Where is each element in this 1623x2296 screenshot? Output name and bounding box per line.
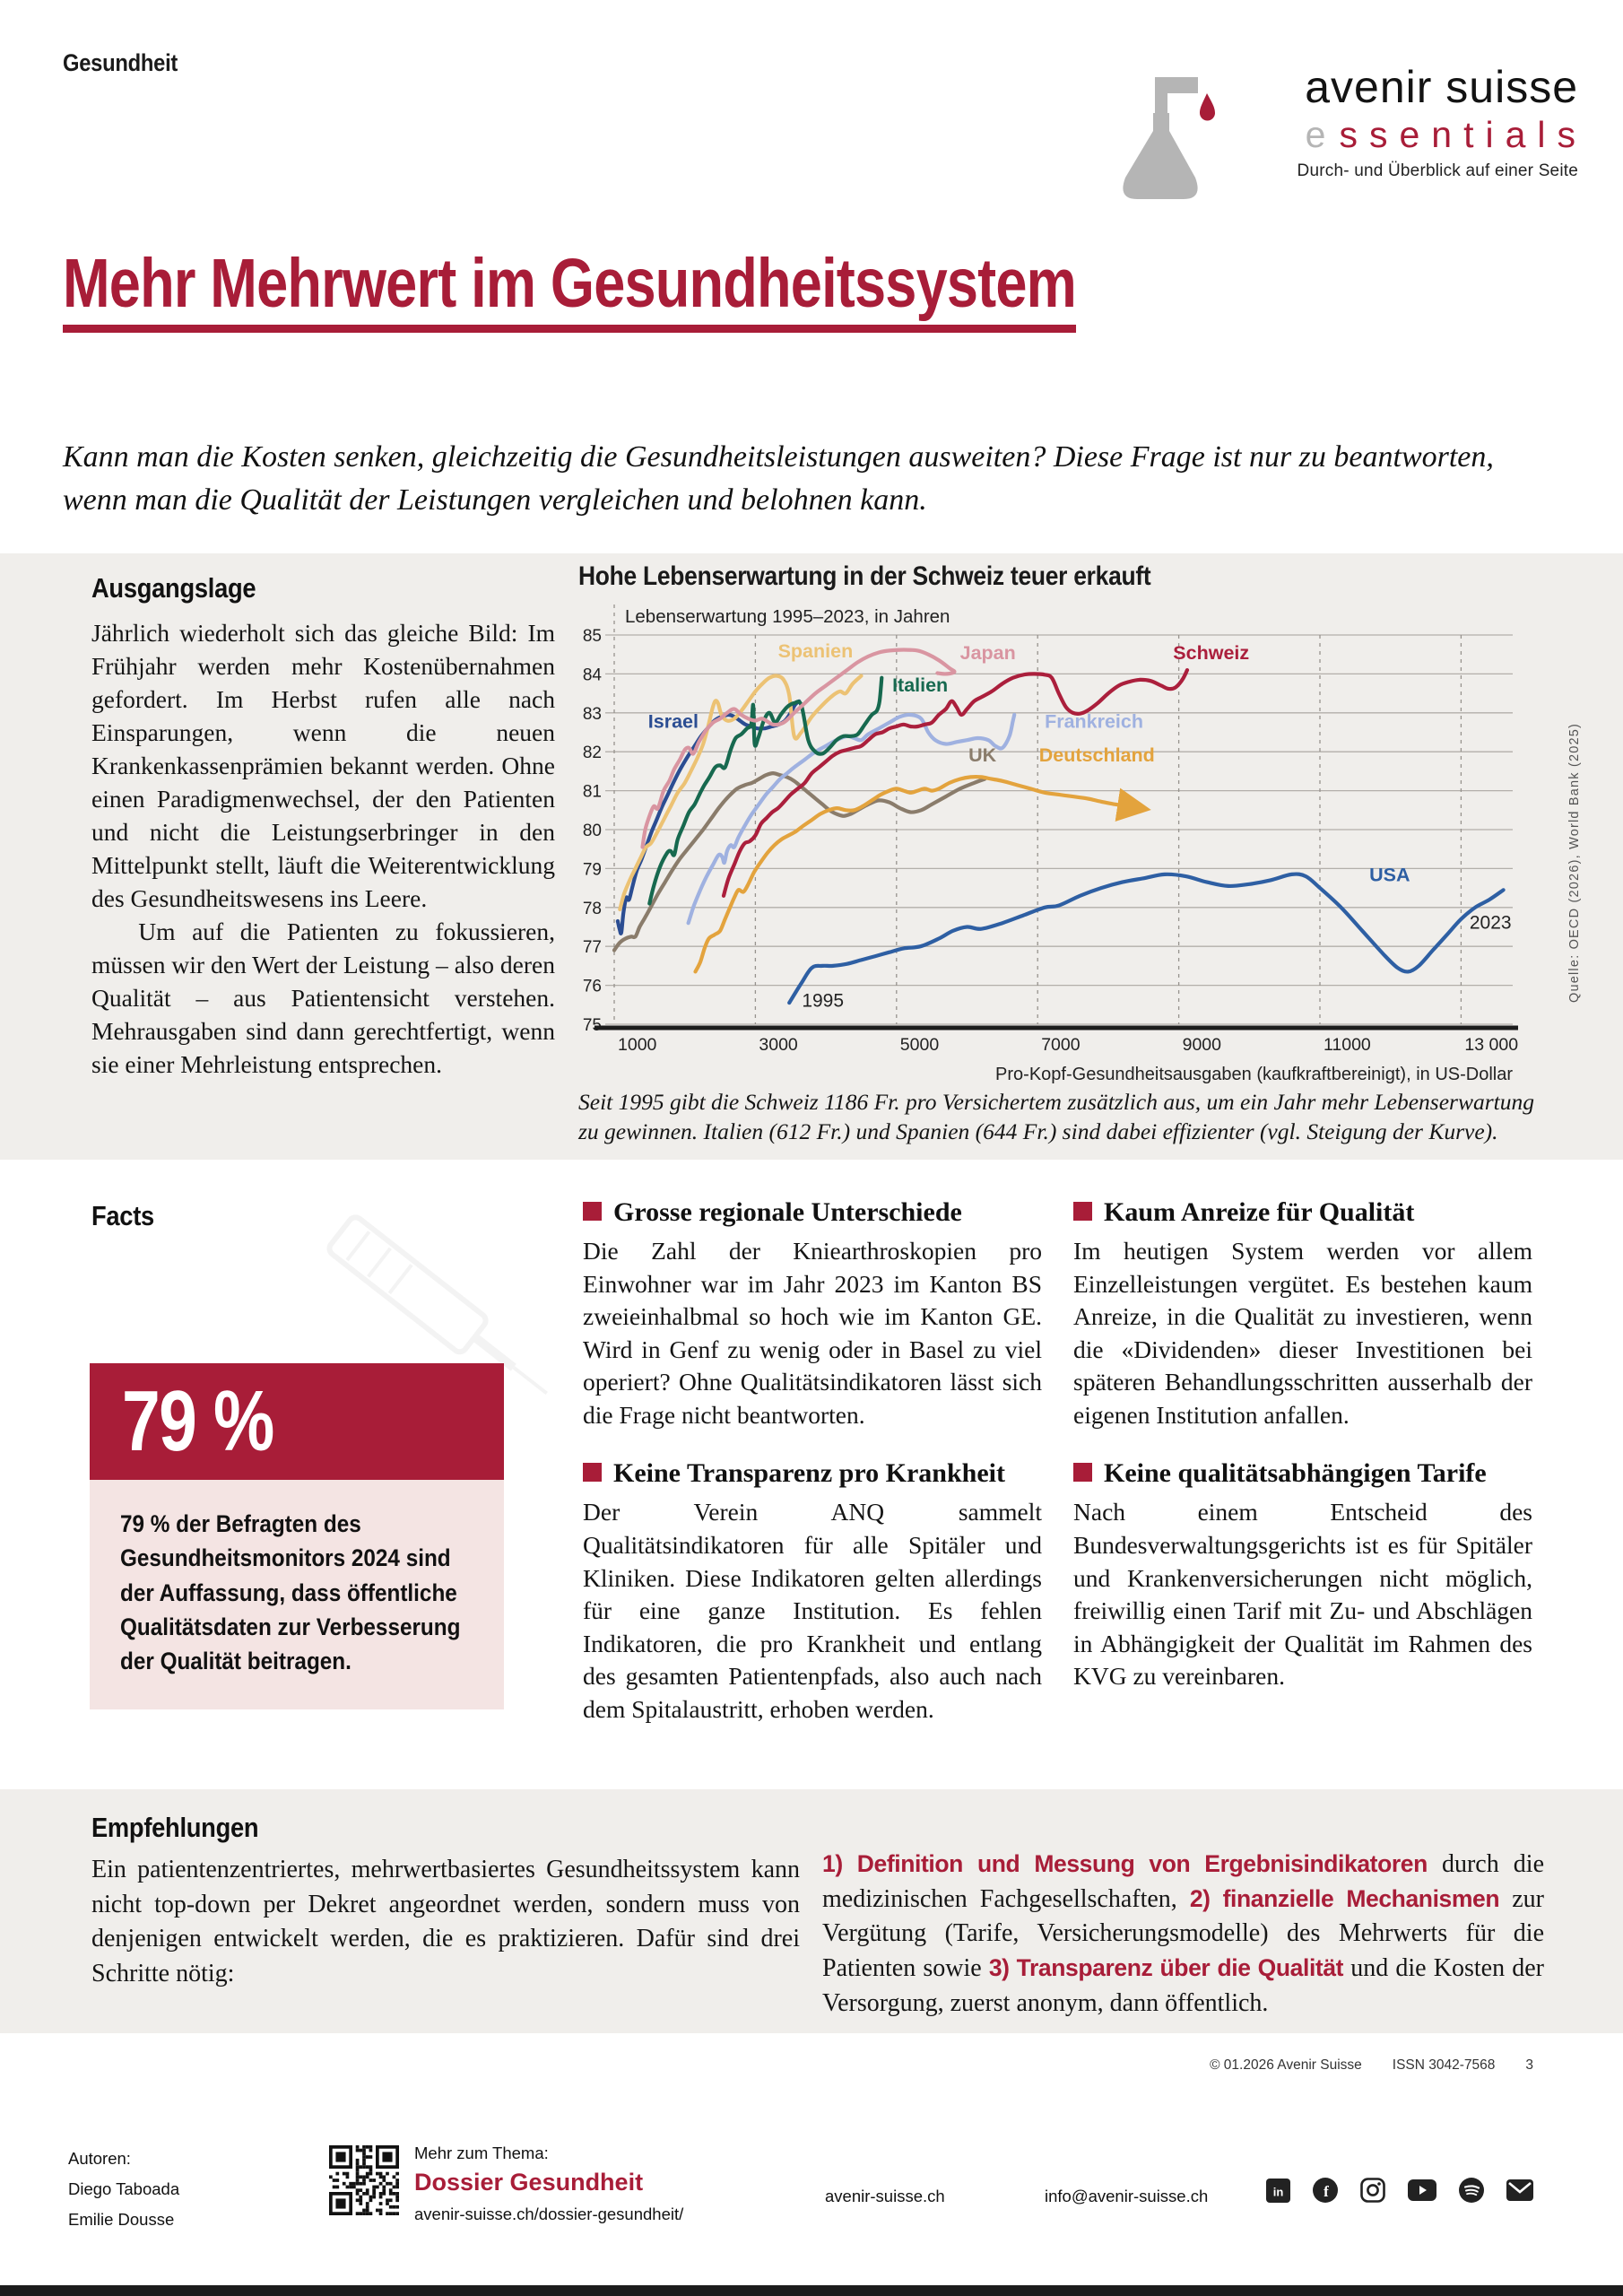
fact-title: Grosse regionale Unterschiede <box>583 1197 1042 1228</box>
stat-description: 79 % der Befragten des Gesundheitsmonitors 2024 sind der Auffassung, dass öffentliche Qualitätsdaten zur Verbesserung der Qualität beitragen. <box>120 1510 461 1675</box>
svg-text:f: f <box>1324 2183 1329 2200</box>
ausgangslage-paragraph: Um auf die Patienten zu fokussieren, müssen wir den Wert der Leistung – also deren Qualität – aus Patientensicht verstehen. Mehrausgaben sind dann gerechtfertigt, wenn sie einer Mehrleistung entsprechen. <box>91 917 555 1078</box>
mehr-zum-thema-block <box>414 2144 683 2224</box>
stat-description-box <box>90 1480 504 1709</box>
bottom-rule <box>0 2285 1623 2296</box>
dossier-link[interactable]: Dossier Gesundheit <box>414 2169 644 2196</box>
email-icon[interactable] <box>1506 2179 1533 2201</box>
page-subtitle: Kann man die Kosten senken, gleichzeitig die Gesundheitsleistungen ausweiten? Diese Frage ist nur zu beantworten, wenn man die Qualität der Leistungen vergleichen und belohnen kann. <box>63 440 1494 517</box>
svg-text:78: 78 <box>582 899 602 918</box>
fact-title: Kaum Anreize für Qualität <box>1073 1197 1532 1228</box>
facebook-icon[interactable] <box>1313 2178 1338 2203</box>
fact-item <box>583 1197 1042 1431</box>
svg-text:1000: 1000 <box>618 1035 657 1055</box>
stat-value-banner <box>90 1363 504 1480</box>
email-link[interactable]: info@avenir-suisse.ch <box>1045 2187 1209 2205</box>
step-text: durch die medizinischen Fachgesellschaften, <box>822 1850 1544 1913</box>
svg-text:77: 77 <box>582 938 602 958</box>
social-icons <box>1266 2178 1533 2203</box>
fact-text: Die Zahl der Kniearthroskopien pro Einwohner war im Jahr 2023 im Kanton BS zweieinhalbmal so hoch wie im Kanton GE. Wird in Genf zu wenig oder in Basel zu viel operiert? Ohne Qualitätsindikatoren lässt sich die Frage nicht beantworten. <box>583 1237 1042 1429</box>
stat-block <box>90 1363 504 1709</box>
series-label-italien: Italien <box>892 674 949 696</box>
red-square-bullet <box>583 1463 602 1482</box>
series-uk <box>614 773 985 950</box>
section-ausgangslage <box>91 572 555 1082</box>
ausgangslage-heading: Ausgangslage <box>91 572 256 604</box>
series-label-spanien: Spanien <box>777 640 854 663</box>
copyright: © 01.2026 Avenir Suisse <box>1210 2057 1362 2073</box>
authors-label: Autoren: <box>68 2149 131 2168</box>
svg-text:11000: 11000 <box>1324 1035 1371 1055</box>
svg-text:84: 84 <box>582 665 602 685</box>
svg-text:80: 80 <box>582 822 602 840</box>
issn: ISSN 3042-7568 <box>1392 2057 1496 2073</box>
svg-text:83: 83 <box>582 704 602 724</box>
series-israel <box>618 701 799 934</box>
fact-text: Im heutigen System werden vor allem Einzelleistungen vergütet. Es bestehen kaum Anreize, in die Qualität zu investieren, wenn die «Dividenden» dieser Investitionen bei späteren Behandlungsschritten ausserhalb der eigenen Institution anfallen. <box>1073 1237 1532 1429</box>
series-label-japan: Japan <box>959 641 1016 664</box>
red-square-bullet <box>1073 1202 1092 1221</box>
step-highlight: 3) Transparenz über die Qualität <box>988 1953 1344 1981</box>
stat-value: 79 % <box>122 1373 273 1469</box>
chart-caption: Seit 1995 gibt die Schweiz 1186 Fr. pro Versichertem zusätzlich aus, um ein Jahr mehr Lebenserwartung zu gewinnen. Italien (612 Fr.) und Spanien (644 Fr.) sind dabei effizienter (vgl. Steigung der Kurve). <box>578 1089 1534 1145</box>
imprint-line <box>1210 2057 1533 2074</box>
fact-title: Keine Transparenz pro Krankheit <box>583 1458 1042 1489</box>
svg-text:9000: 9000 <box>1182 1035 1221 1055</box>
svg-text:Pro-Kopf-Gesundheitsausgaben (: Pro-Kopf-Gesundheitsausgaben (kaufkraftbereinigt), in US-Dollar <box>995 1065 1513 1084</box>
year-annotation: 2023 <box>1469 912 1512 934</box>
mehr-label: Mehr zum Thema: <box>414 2144 549 2162</box>
svg-text:3000: 3000 <box>759 1035 798 1055</box>
logo-tagline: Durch- und Überblick auf einer Seite <box>1297 161 1578 180</box>
flask-icon <box>1110 66 1245 210</box>
spotify-icon[interactable] <box>1459 2178 1484 2203</box>
linkedin-icon[interactable] <box>1266 2179 1290 2203</box>
svg-text:in: in <box>1272 2185 1284 2198</box>
svg-text:76: 76 <box>582 977 602 996</box>
ausgangslage-paragraph: Jährlich wiederholt sich das gleiche Bild: Im Frühjahr werden mehr Kostenübernahmen gefordert. Im Herbst rufen alle nach Einsparungen, wenn die neuen Krankenkassenprämien bekannt werden. Ohne einen Paradigmenwechsel, der den Patienten und nicht die Leistungserbringer in den Mittelpunkt stellt, läuft die Weiterentwicklung des Gesundheitswesens ins Leere. <box>91 619 555 912</box>
website-link[interactable]: avenir-suisse.ch <box>825 2187 945 2205</box>
logo-brand-text: avenir suisse <box>1305 62 1578 112</box>
svg-text:75: 75 <box>582 1016 602 1035</box>
series-deutschland <box>696 777 1141 971</box>
svg-text:79: 79 <box>582 860 602 880</box>
chart-plot <box>578 599 1529 1088</box>
red-square-bullet <box>1073 1463 1092 1482</box>
svg-text:13 000: 13 000 <box>1464 1035 1519 1055</box>
author-name: Diego Taboada <box>68 2179 180 2199</box>
empfehlungen-intro: Ein patientenzentriertes, mehrwertbasiertes Gesundheitssystem kann nicht top-down per Dekret angeordnet werden, sondern muss von denjenigen entwickelt werden, die es praktizieren. Dafür sind drei Schritte nötig: <box>91 1856 800 1987</box>
step-highlight: 2) finanzielle Mechanismen <box>1189 1884 1500 1912</box>
author-name: Emilie Dousse <box>68 2210 175 2230</box>
fact-item <box>1073 1197 1532 1431</box>
series-label-usa: USA <box>1369 864 1410 886</box>
youtube-icon[interactable] <box>1408 2179 1436 2201</box>
fact-text: Nach einem Entscheid des Bundesverwaltungsgerichts ist es für Spitäler und Krankenversicherungen nicht möglich, freiwillig einen Tarif mit Zu- und Abschlägen in Abhängigkeit der Qualität im Rahmen des KVG zu vereinbaren. <box>1073 1498 1532 1691</box>
series-label-frankreich: Frankreich <box>1045 710 1144 733</box>
facts-column-2 <box>1073 1197 1532 1720</box>
series-label-israel: Israel <box>647 710 699 733</box>
facts-column-1 <box>583 1197 1042 1752</box>
series-label-deutschland: Deutschland <box>1038 744 1155 767</box>
logo-essentials-text: essentials <box>1305 114 1587 155</box>
svg-text:85: 85 <box>582 627 602 646</box>
empfehlungen-steps <box>822 1848 1544 2021</box>
svg-text:5000: 5000 <box>899 1035 940 1055</box>
svg-text:7000: 7000 <box>1041 1035 1081 1055</box>
series-label-uk: UK <box>968 744 997 767</box>
fact-item <box>1073 1458 1532 1692</box>
life-expectancy-chart <box>578 599 1529 1088</box>
svg-text:82: 82 <box>582 744 602 763</box>
dossier-url-link[interactable]: avenir-suisse.ch/dossier-gesundheit/ <box>414 2205 684 2223</box>
qr-code <box>329 2145 399 2215</box>
red-square-bullet <box>583 1202 602 1221</box>
kicker-label: Gesundheit <box>63 49 178 76</box>
chart-title: Hohe Lebenserwartung in der Schweiz teuer erkauft <box>578 561 1151 591</box>
step-text: und die Kosten der Versorgung, zuerst anonym, dann öffentlich. <box>822 1953 1544 2017</box>
svg-text:Lebenserwartung 1995–2023, in: Lebenserwartung 1995–2023, in Jahren <box>625 606 950 627</box>
svg-text:81: 81 <box>582 782 602 802</box>
facts-heading: Facts <box>91 1200 154 1231</box>
series-label-schweiz: Schweiz <box>1173 641 1250 664</box>
authors-block <box>68 2144 179 2236</box>
page-number: 3 <box>1525 2057 1533 2073</box>
empfehlungen-heading: Empfehlungen <box>91 1812 259 1843</box>
avenir-suisse-logo <box>1103 62 1587 217</box>
year-annotation: 1995 <box>802 990 845 1012</box>
instagram-icon[interactable] <box>1360 2178 1385 2203</box>
chart-source: Quelle: OECD (2026), World Bank (2025) <box>1567 722 1582 1003</box>
step-text: zur Vergütung (Tarife, Versicherungsmodelle) des Mehrwerts für die Patienten sowie <box>822 1884 1544 1982</box>
step-highlight: 1) Definition und Messung von Ergebnisindikatoren <box>822 1850 1428 1877</box>
page-title: Mehr Mehrwert im Gesundheitssystem <box>63 245 1077 322</box>
fact-text: Der Verein ANQ sammelt Qualitätsindikatoren für alle Spitäler und Kliniken. Diese Indikatoren gelten allerdings für eine ganze Institution. Es fehlen Indikatoren, die pro Krankheit und entlang des gesamten Patientenpfads, also auch nach dem Spitalaustritt, erhoben werden. <box>583 1498 1042 1723</box>
fact-title: Keine qualitätsabhängigen Tarife <box>1073 1458 1532 1489</box>
fact-item <box>583 1458 1042 1726</box>
